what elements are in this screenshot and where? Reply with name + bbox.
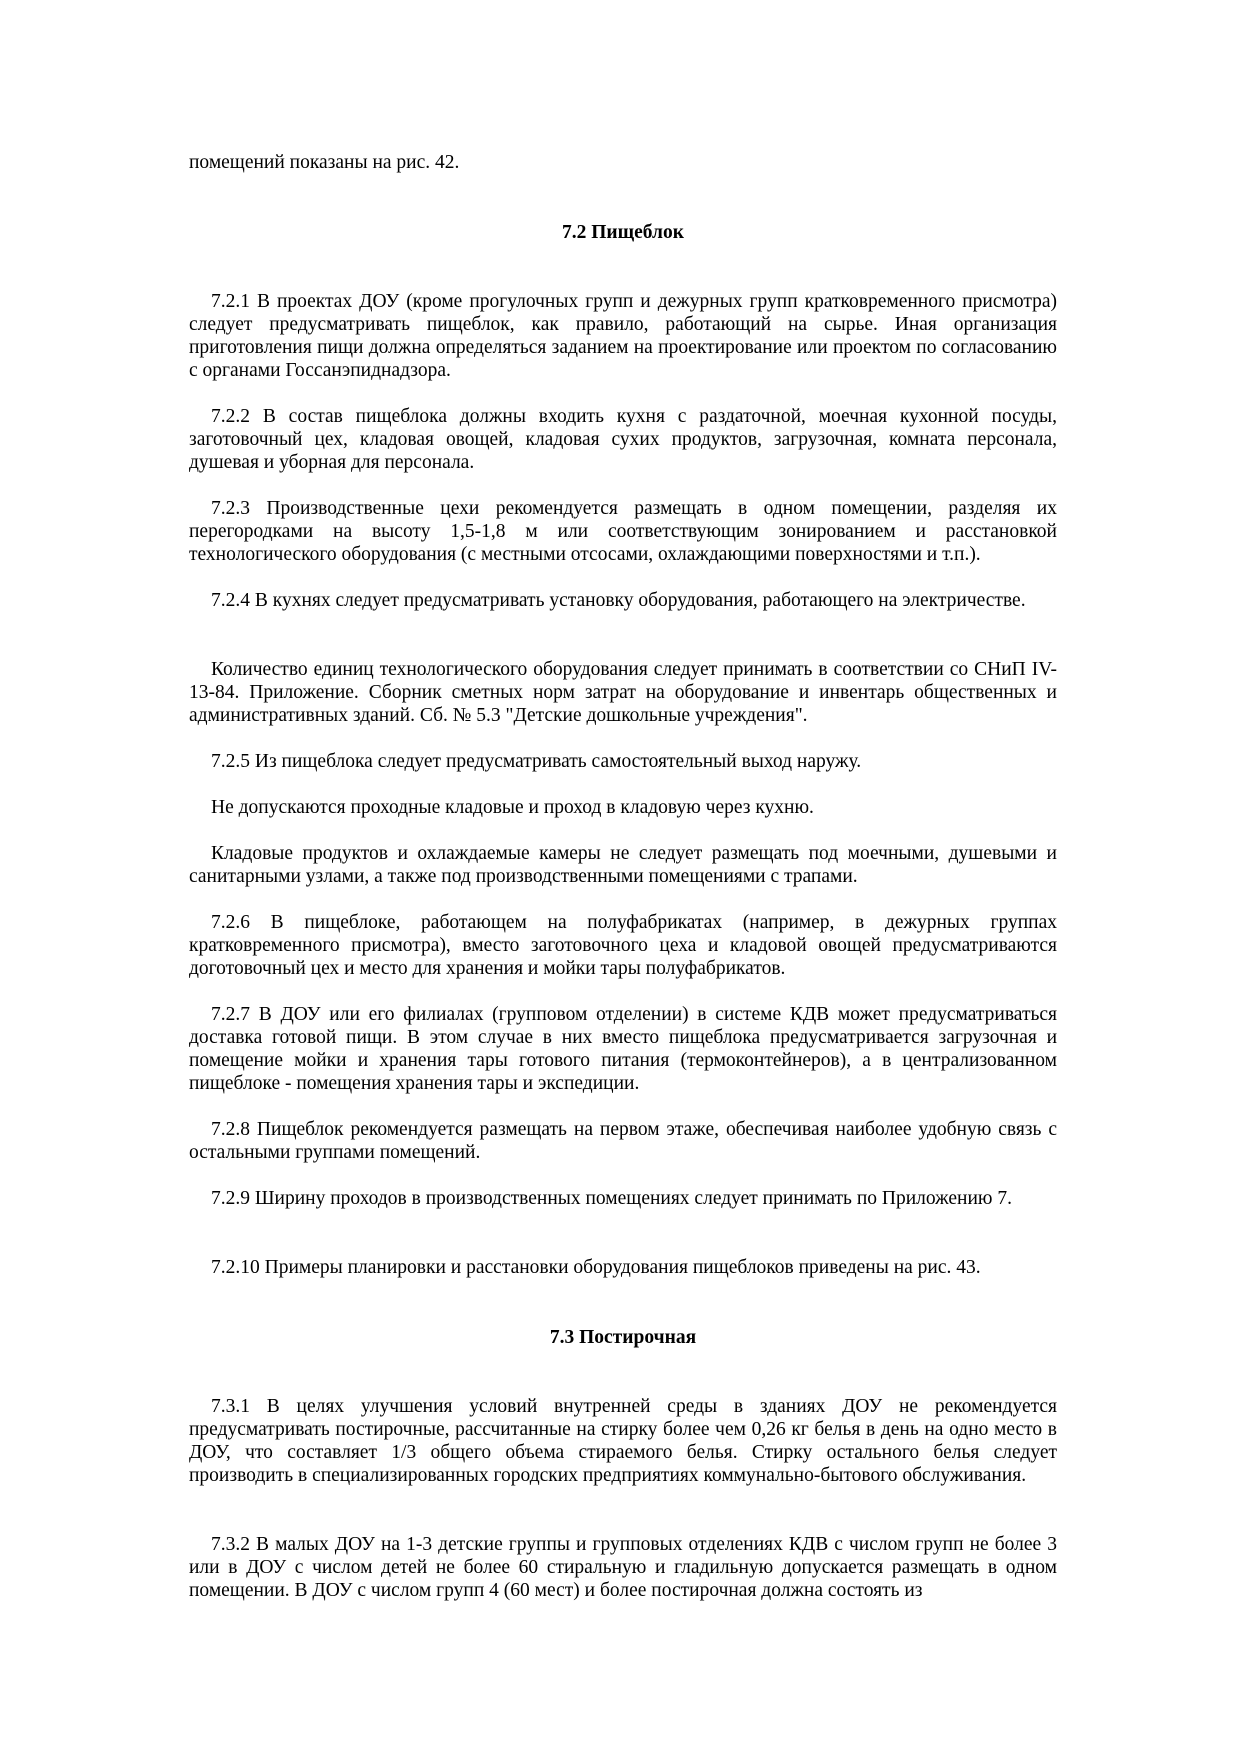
section-heading-7-3: 7.3 Постирочная [549,1327,697,1348]
paragraph-7-3-1: 7.3.1 В целях улучшения условий внутренней среды в зданиях ДОУ не рекомендуется предусматривать постирочные, рассчитанные на стирку более чем 0,26 кг белья в день на одно место в ДОУ, что составляет 1/3 общего объема стираемого белья. Стирку остального белья следует производить в специализированных городских предприятиях коммунально-бытового обслуживания. [189,1396,1057,1486]
paragraph-7-2-10: 7.2.10 Примеры планировки и расстановки оборудования пищеблоков приведены на рис. 43. [211,1257,981,1278]
paragraph-7-2-2: 7.2.2 В состав пищеблока должны входить кухня с раздаточной, моечная кухонной посуды, заготовочный цех, кладовая овощей, кладовая сухих продуктов, загрузочная, комната персонала, душевая и уборная для персонала. [189,406,1057,473]
section-heading-7-2: 7.2 Пищеблок [562,222,684,243]
paragraph-7-2-1: 7.2.1 В проектах ДОУ (кроме прогулочных групп и дежурных групп кратковременного присмотра) следует предусматривать пищеблок, как правило, работающий на сырье. Иная организация приготовления пищи должна определяться заданием на проектирование или проектом по согласованию с органами Госсанэпиднадзора. [189,291,1057,381]
paragraph-7-2-4: 7.2.4 В кухнях следует предусматривать установку оборудования, работающего на электричестве. [211,590,1026,611]
paragraph-7-2-7: 7.2.7 В ДОУ или его филиалах (групповом отделении) в системе КДВ может предусматриваться доставка готовой пищи. В этом случае в них вместо пищеблока предусматривается загрузочная и помещение мойки и хранения тары готового питания (термоконтейнеров), а в централизованном пищеблоке - помещения хранения тары и экспедиции. [189,1004,1057,1094]
paragraph-no-through-storage: Не допускаются проходные кладовые и проход в кладовую через кухню. [211,797,814,818]
intro-line: помещений показаны на рис. 42. [189,152,460,173]
paragraph-7-2-9: 7.2.9 Ширину проходов в производственных помещениях следует принимать по Приложению 7. [211,1188,1012,1209]
paragraph-7-2-5: 7.2.5 Из пищеблока следует предусматривать самостоятельный выход наружу. [211,751,862,772]
paragraph-7-2-3: 7.2.3 Производственные цехи рекомендуется размещать в одном помещении, разделяя их перегородками на высоту 1,5-1,8 м или соответствующим зонированием и расстановкой технологического оборудования (с местными отсосами, охлаждающими поверхностями и т.п.). [189,498,1057,565]
paragraph-7-2-6: 7.2.6 В пищеблоке, работающем на полуфабрикатах (например, в дежурных группах кратковременного присмотра), вместо заготовочного цеха и кладовой овощей предусматриваются доготовочный цех и место для хранения и мойки тары полуфабрикатов. [189,912,1057,979]
paragraph-storage-placement: Кладовые продуктов и охлаждаемые камеры не следует размещать под моечными, душевыми и санитарными узлами, а также под производственными помещениями с трапами. [189,843,1057,887]
paragraph-7-3-2: 7.3.2 В малых ДОУ на 1-3 детские группы и групповых отделениях КДВ с числом групп не более 3 или в ДОУ с числом детей не более 60 стиральную и гладильную допускается размещать в одном помещении. В ДОУ с числом групп 4 (60 мест) и более постирочная должна состоять из [189,1534,1057,1601]
paragraph-7-2-8: 7.2.8 Пищеблок рекомендуется размещать на первом этаже, обеспечивая наиболее удобную связь с остальными группами помещений. [189,1119,1057,1163]
paragraph-equipment-count: Количество единиц технологического оборудования следует принимать в соответствии со СНиП IV-13-84. Приложение. Сборник сметных норм затрат на оборудование и инвентарь общественных и административных зданий. Сб. № 5.3 "Детские дошкольные учреждения". [189,659,1057,726]
